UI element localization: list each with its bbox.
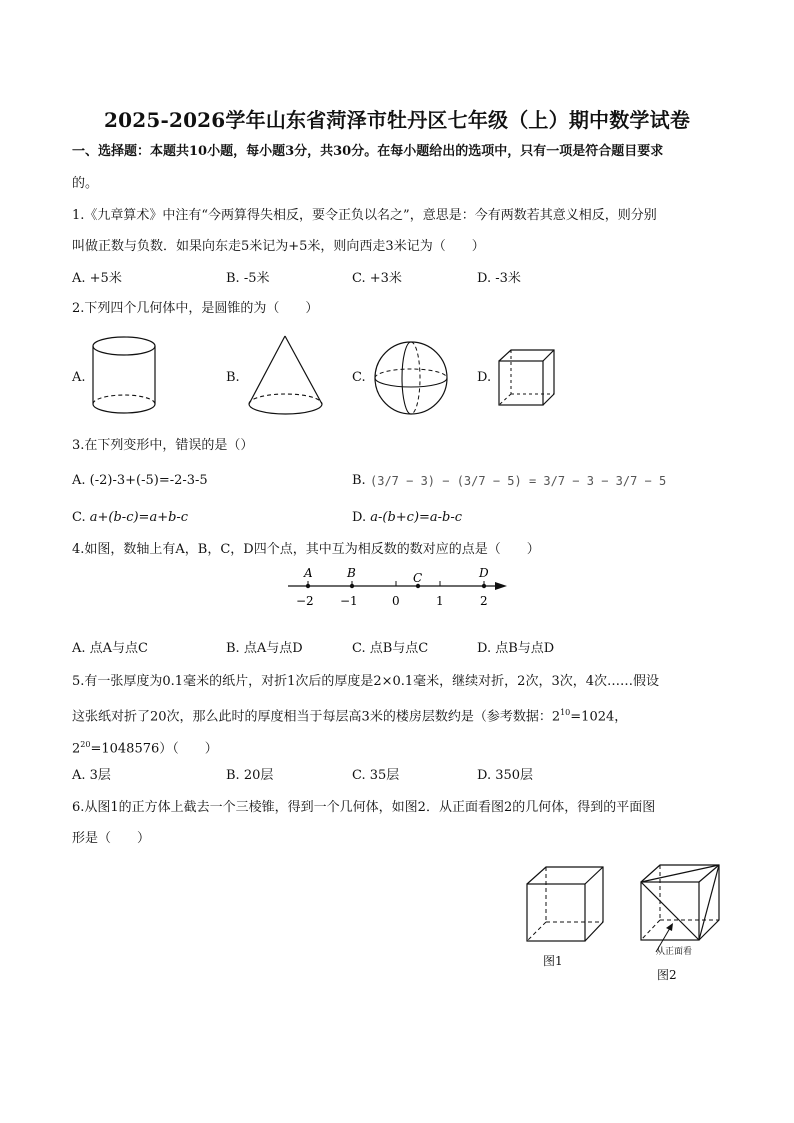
- figure-1-cube: [524, 864, 606, 944]
- point-d-label: D: [479, 566, 489, 580]
- q3-option-d-expression: a-(b+c)=a-b-c: [370, 510, 463, 525]
- q5-base-2: 2: [72, 741, 81, 757]
- q3-option-d-label: D.: [352, 510, 367, 525]
- q6-text-2: 形是（ ）: [72, 831, 151, 846]
- cube-figure: [496, 347, 558, 409]
- section-heading-cont: 的。: [72, 176, 99, 191]
- q5-option-a: A. 3层: [72, 768, 111, 783]
- figure-1-caption: 图1: [543, 954, 563, 968]
- q5-text-3: [72, 736, 218, 758]
- q3-option-c-expression: a+(b-c)=a+b-c: [89, 510, 189, 525]
- q5-text-2: [72, 704, 627, 726]
- q1-text-1: 1.《九章算术》中注有“今两算得失相反，要令正负以名之”，意思是：今有两数若其意义相反，则分别: [72, 208, 657, 223]
- tick-label-neg2: −2: [296, 594, 314, 608]
- tick-label-1: 1: [436, 594, 444, 608]
- cylinder-figure: [88, 334, 160, 420]
- q5-option-b: B. 20层: [226, 768, 274, 783]
- point-b-label: B: [347, 566, 356, 580]
- q2-option-a: A.: [72, 370, 86, 385]
- q3-option-c: [72, 509, 188, 527]
- q4-option-b: B. 点A与点D: [226, 641, 303, 656]
- q5-exponent-20: 20: [80, 740, 91, 749]
- q1-option-b: B. -5米: [226, 271, 270, 286]
- q2-option-b: B.: [226, 370, 240, 385]
- q3-option-c-label: C.: [72, 510, 86, 525]
- q1-option-a: A. +5米: [72, 271, 122, 286]
- q3-option-a: A. (-2)-3+(-5)=-2-3-5: [72, 473, 208, 488]
- page-title: 2025-2026学年山东省菏泽市牡丹区七年级（上）期中数学试卷: [103, 108, 691, 132]
- q4-text: 4.如图，数轴上有A，B，C，D四个点，其中互为相反数的数对应的点是（ ）: [72, 542, 540, 557]
- q5-option-d: D. 350层: [477, 768, 534, 783]
- q1-option-c: C. +3米: [352, 271, 402, 286]
- q5-text-1: 5.有一张厚度为0.1毫米的纸片，对折1次后的厚度是2×0.1毫米，继续对折，2次，3次，4次……假设: [72, 674, 659, 689]
- q5-option-c: C. 35层: [352, 768, 400, 783]
- q1-option-d: D. -3米: [477, 271, 521, 286]
- figure-2-caption: 图2: [657, 968, 677, 982]
- point-c-label: C: [413, 571, 423, 585]
- q6-text-1: 6.从图1的正方体上截去一个三棱锥，得到一个几何体，如图2．从正面看图2的几何体，得到的平面图: [72, 800, 656, 815]
- q3-option-d: [352, 509, 462, 527]
- q5-text-2-main: 这张纸对折了20次，那么此时的厚度相当于每层高3米的楼房层数约是（参考数据：2: [72, 709, 561, 725]
- q4-option-c: C. 点B与点C: [352, 641, 429, 656]
- tick-label-neg1: −1: [340, 594, 358, 608]
- q5-text-3-end: =1048576）（ ）: [90, 741, 218, 757]
- cone-figure: [242, 332, 328, 422]
- point-a-label: A: [304, 566, 313, 580]
- q2-text: 2.下列四个几何体中，是圆锥的为（ ）: [72, 301, 319, 316]
- tick-label-0: 0: [392, 594, 400, 608]
- q2-option-c: C.: [352, 370, 366, 385]
- q3-text: 3.在下列变形中，错误的是（）: [72, 438, 254, 453]
- q5-exponent-10: 10: [560, 708, 571, 717]
- q2-option-d: D.: [477, 370, 492, 385]
- q3-option-b-expression: (3/7 − 3) − (3/7 − 5) = 3/7 − 3 − 3/7 − 5: [370, 474, 667, 488]
- figure-2-view-note: 从正面看: [656, 947, 693, 957]
- q3-option-b-label: B.: [352, 473, 366, 488]
- section-heading: 一、选择题：本题共10小题，每小题3分，共30分。在每小题给出的选项中，只有一项是符合题目要求: [72, 144, 664, 159]
- q5-text-2-end: =1024，: [570, 709, 628, 725]
- q1-text-2: 叫做正数与负数．如果向东走5米记为+5米，则向西走3米记为（ ）: [72, 239, 485, 254]
- sphere-figure: [371, 340, 451, 416]
- q4-option-a: A. 点A与点C: [72, 641, 148, 656]
- number-line-figure: [283, 563, 513, 611]
- q4-option-d: D. 点B与点D: [477, 641, 555, 656]
- tick-label-2: 2: [480, 594, 488, 608]
